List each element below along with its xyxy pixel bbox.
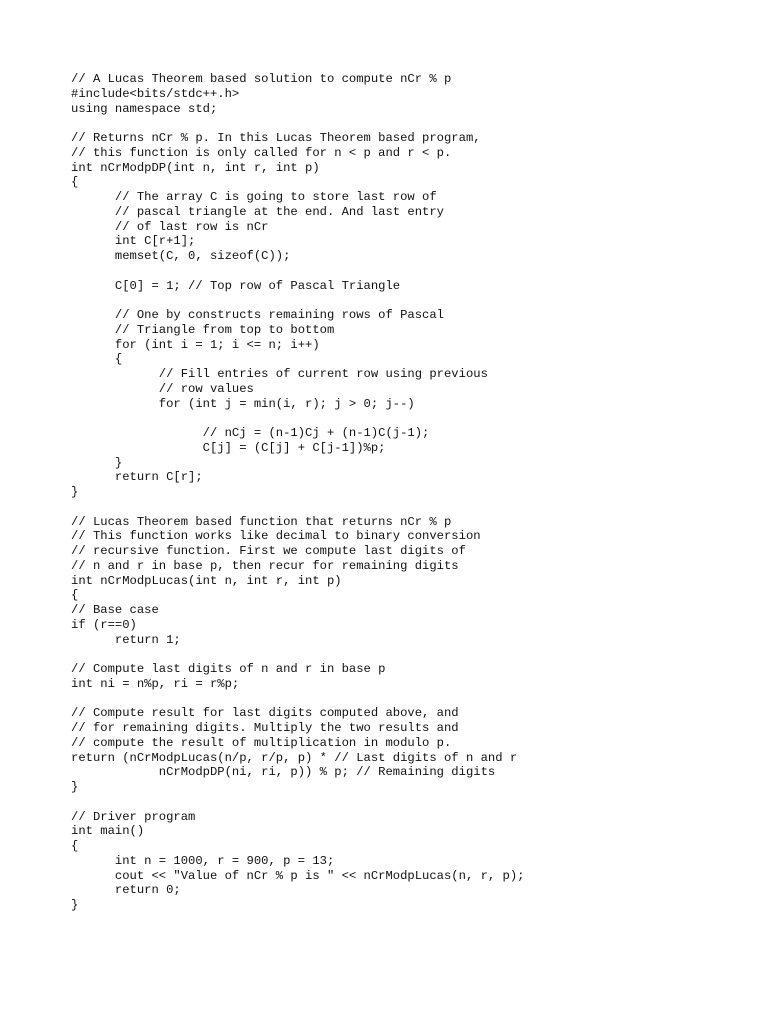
blank-line	[71, 647, 524, 662]
code-line: // Lucas Theorem based function that returns nCr % p	[71, 514, 452, 529]
code-line: // Compute last digits of n and r in base p	[71, 662, 386, 676]
code-line: for (int i = 1; i <= n; i++)	[71, 337, 320, 352]
code-line: if (r==0)	[71, 617, 137, 632]
code-line: // Compute result for last digits computed above, and	[71, 706, 459, 721]
code-line: int ni = n%p, ri = r%p;	[71, 676, 240, 691]
code-line: // recursive function. First we compute last digits of	[71, 544, 466, 558]
blank-line	[71, 692, 524, 707]
code-block	[71, 72, 524, 913]
code-line: return 0;	[71, 883, 181, 898]
blank-line	[71, 116, 524, 131]
code-line: {	[71, 588, 79, 603]
code-line: // A Lucas Theorem based solution to compute nCr % p	[71, 72, 452, 86]
blank-line	[71, 500, 524, 515]
code-line: // Driver program	[71, 809, 196, 824]
code-line: // Fill entries of current row using previous	[71, 367, 488, 381]
code-line: // pascal triangle at the end. And last entry	[71, 204, 444, 219]
code-line: #include<bits/stdc++.h>	[71, 86, 240, 101]
code-line: // Triangle from top to bottom	[71, 322, 335, 337]
code-line: }	[71, 455, 123, 470]
code-line: // for remaining digits. Multiply the two results and	[71, 721, 459, 735]
code-line: nCrModpDP(ni, ri, p)) % p; // Remaining digits	[71, 765, 496, 780]
code-line: memset(C, 0, sizeof(C));	[71, 249, 291, 263]
code-line: for (int j = min(i, r); j > 0; j--)	[71, 396, 415, 411]
blank-line	[71, 411, 524, 426]
code-line: // Base case	[71, 603, 159, 617]
code-line: return 1;	[71, 632, 181, 647]
code-line: // nCj = (n-1)Cj + (n-1)C(j-1);	[71, 426, 430, 440]
code-line: // This function works like decimal to binary conversion	[71, 529, 481, 544]
code-line: {	[71, 352, 123, 367]
code-line: // row values	[71, 381, 254, 396]
code-line: // One by constructs remaining rows of Pascal	[71, 308, 444, 322]
code-line: return C[r];	[71, 470, 203, 485]
code-line: int main()	[71, 824, 145, 839]
code-line: return (nCrModpLucas(n/p, r/p, p) * // Last digits of n and r	[71, 750, 518, 765]
code-line: int nCrModpDP(int n, int r, int p)	[71, 160, 320, 175]
code-line: int C[r+1];	[71, 234, 196, 249]
code-line: C[0] = 1; // Top row of Pascal Triangle	[71, 278, 401, 293]
code-line: int nCrModpLucas(int n, int r, int p)	[71, 573, 342, 588]
code-line: C[j] = (C[j] + C[j-1])%p;	[71, 440, 386, 455]
code-line: // Returns nCr % p. In this Lucas Theorem based program,	[71, 131, 481, 145]
code-line: // of last row is nCr	[71, 219, 269, 234]
code-line: // The array C is going to store last row of	[71, 190, 437, 204]
code-line: }	[71, 485, 79, 499]
code-line: // this function is only called for n < p and r < p.	[71, 145, 452, 160]
code-line: // n and r in base p, then recur for remaining digits	[71, 558, 459, 573]
blank-line	[71, 264, 524, 279]
blank-line	[71, 795, 524, 810]
code-line: using namespace std;	[71, 101, 218, 116]
code-line: {	[71, 839, 79, 853]
code-line: {	[71, 175, 79, 190]
code-line: cout << "Value of nCr % p is " << nCrModpLucas(n, r, p);	[71, 868, 525, 883]
blank-line	[71, 293, 524, 308]
code-line: }	[71, 780, 79, 794]
code-line: int n = 1000, r = 900, p = 13;	[71, 853, 335, 868]
code-line: // compute the result of multiplication in modulo p.	[71, 735, 452, 750]
code-line: }	[71, 898, 79, 912]
